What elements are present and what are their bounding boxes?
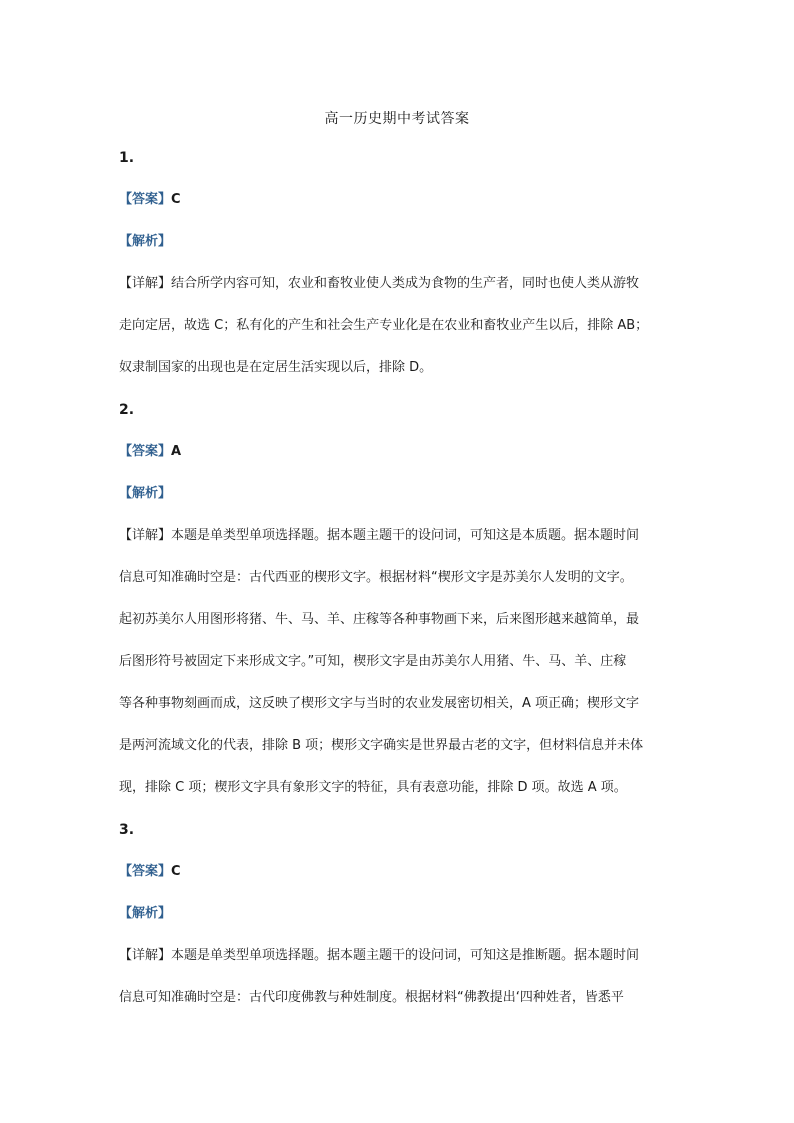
detail-paragraph: [119, 526, 689, 798]
detail-line: 【详解】结合所学内容可知，农业和畜牧业使人类成为食物的生产者，同时也使人类从游牧: [119, 276, 640, 291]
answer-label: 【答案】: [119, 192, 172, 207]
answer-label: 【答案】: [119, 864, 172, 879]
detail-paragraph: [119, 946, 689, 1008]
answer-line: [119, 190, 689, 232]
answer-value: C: [171, 192, 181, 207]
detail-label: 【详解】: [119, 276, 172, 291]
answer-label: 【答案】: [119, 444, 172, 459]
answer-line: [119, 862, 689, 904]
question-number: 2.: [119, 402, 135, 418]
document-body: [119, 148, 689, 1030]
detail-label: 【详解】: [119, 528, 172, 543]
analysis-line: [119, 484, 689, 526]
detail-line: 【详解】本题是单类型单项选择题。据本题主题干的设问词，可知这是推断题。据本题时间: [119, 948, 640, 963]
detail-line: 起初苏美尔人用图形将猪、牛、马、羊、庄稼等各种事物画下来，后来图形越来越简单，最: [119, 612, 640, 627]
detail-line: 信息可知准确时空是：古代西亚的楔形文字。根据材料“楔形文字是苏美尔人发明的文字。: [119, 570, 633, 585]
detail-line: 等各种事物刻画而成，这反映了楔形文字与当时的农业发展密切相关，A 项正确；楔形文字: [119, 696, 640, 711]
detail-line: 后图形符号被固定下来形成文字。”可知，楔形文字是由苏美尔人用猪、牛、马、羊、庄稼: [119, 654, 627, 669]
analysis-line: [119, 904, 689, 946]
analysis-label: 【解析】: [119, 906, 172, 921]
detail-paragraph: [119, 274, 689, 378]
detail-line: 走向定居，故选 C；私有化的产生和社会生产专业化是在农业和畜牧业产生以后，排除 AB；: [119, 318, 649, 333]
question-2: [119, 400, 689, 798]
detail-line: 【详解】本题是单类型单项选择题。据本题主题干的设问词，可知这是本质题。据本题时间: [119, 528, 640, 543]
analysis-label: 【解析】: [119, 486, 172, 501]
detail-line: 奴隶制国家的出现也是在定居生活实现以后，排除 D。: [119, 360, 433, 375]
answer-value: A: [171, 444, 182, 459]
question-3: [119, 820, 689, 1008]
answer-line: [119, 442, 689, 484]
question-number: 1.: [119, 150, 135, 166]
document-title: 高一历史期中考试答案: [324, 111, 470, 127]
answer-value: C: [171, 864, 181, 879]
detail-label: 【详解】: [119, 948, 172, 963]
detail-line: 是两河流域文化的代表，排除 B 项；楔形文字确实是世界最古老的文字，但材料信息并未体: [119, 738, 644, 753]
question-number: 3.: [119, 822, 135, 838]
analysis-line: [119, 232, 689, 274]
question-1: [119, 148, 689, 378]
analysis-label: 【解析】: [119, 234, 172, 249]
detail-line: 现，排除 C 项；楔形文字具有象形文字的特征，具有表意功能，排除 D 项。故选 A 项。: [119, 780, 627, 795]
detail-line: 信息可知准确时空是：古代印度佛教与种姓制度。根据材料“佛教提出‘四种姓者，皆悉平: [119, 990, 624, 1005]
